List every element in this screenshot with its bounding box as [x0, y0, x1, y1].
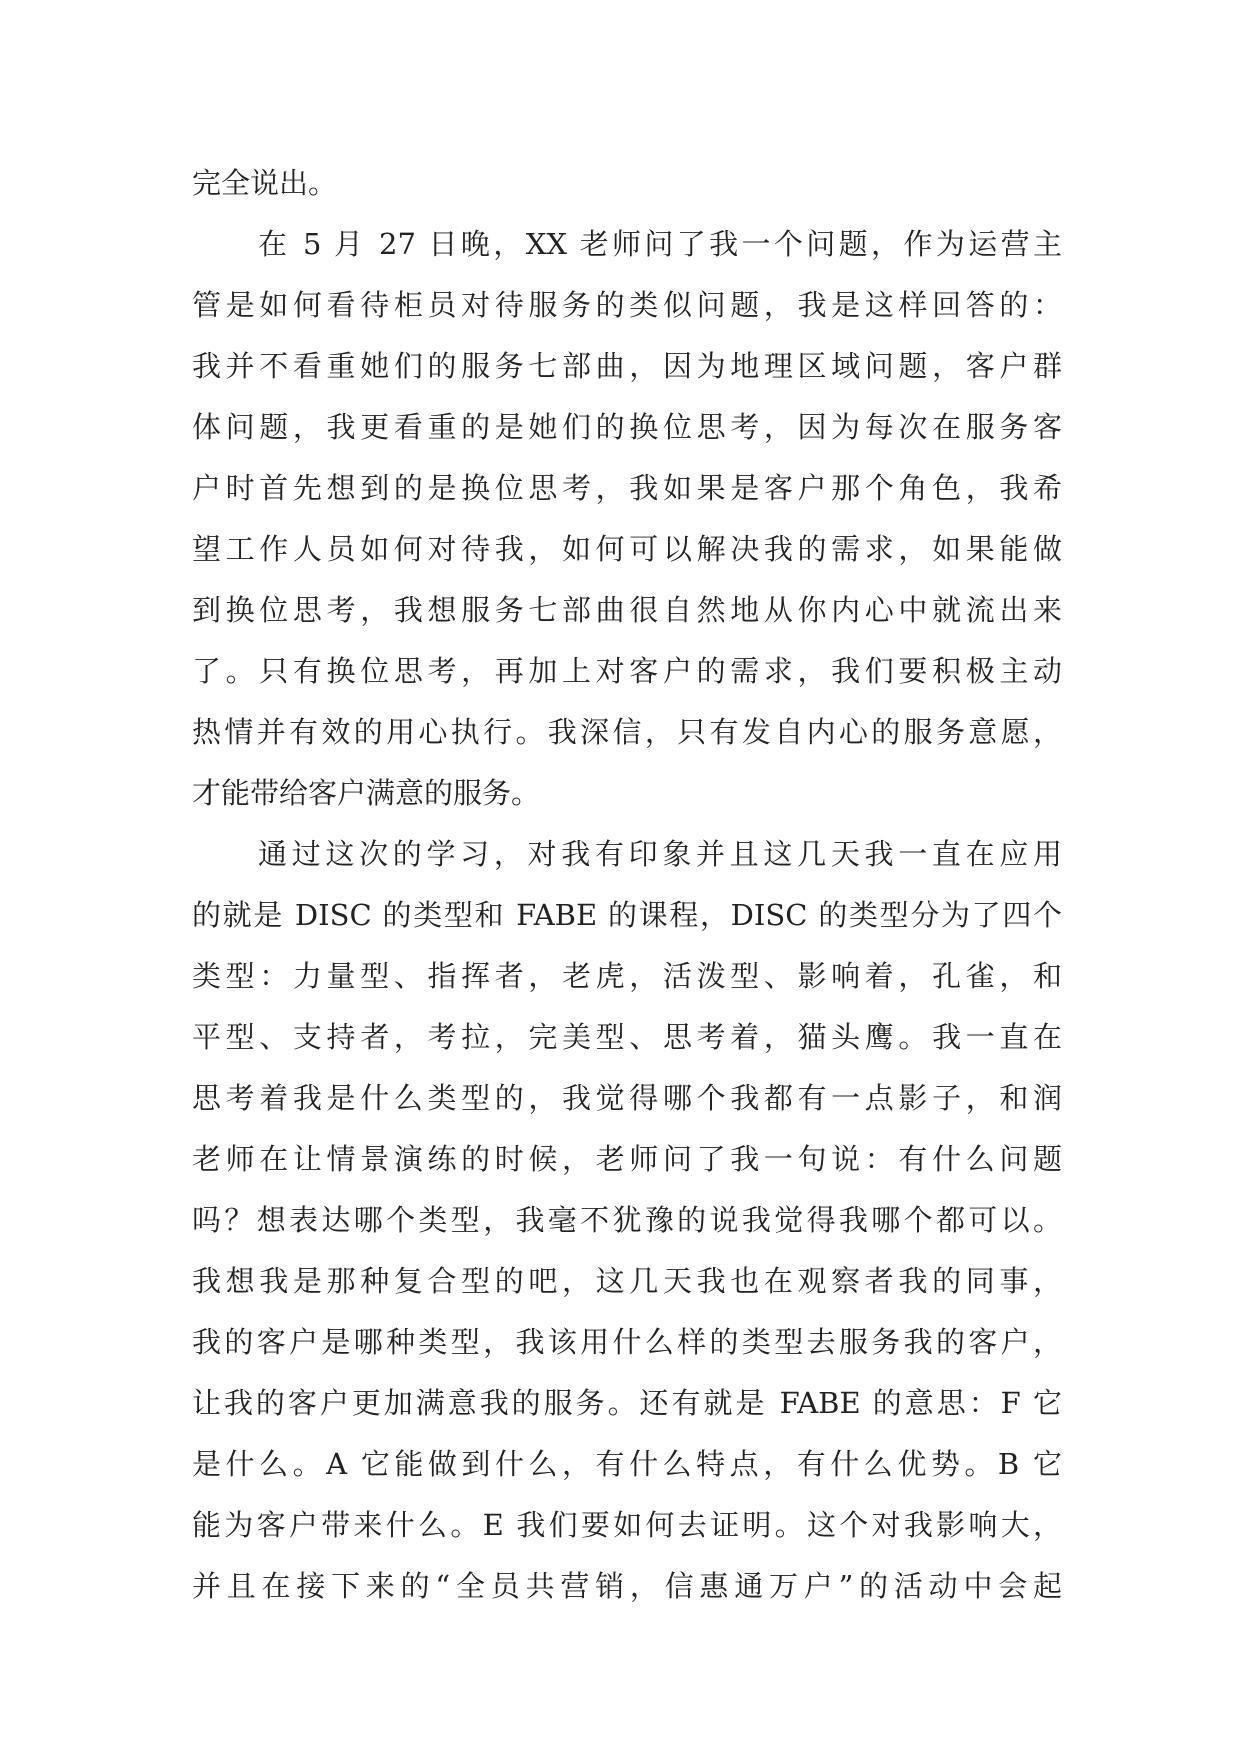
text-line: 完全说出。 — [192, 166, 338, 200]
text-line: 思考着我是什么类型的，我觉得哪个我都有一点影子，和润 — [192, 1081, 1062, 1115]
text-line: 管是如何看待柜员对待服务的类似问题，我是这样回答的： — [192, 288, 1062, 322]
text-line: 在 5 月 27 日晚，XX 老师问了我一个问题，作为运营主 — [258, 227, 1062, 261]
text-line: 吗？想表达哪个类型，我毫不犹豫的说我觉得我哪个都可以。 — [192, 1203, 1062, 1237]
text-line: 户时首先想到的是换位思考，我如果是客户那个角色，我希 — [192, 471, 1062, 505]
text-line: 热情并有效的用心执行。我深信，只有发自内心的服务意愿， — [192, 715, 1062, 749]
text-line: 我并不看重她们的服务七部曲，因为地理区域问题，客户群 — [192, 349, 1062, 383]
document-body — [192, 160, 1062, 1624]
text-line: 我想我是那种复合型的吧，这几天我也在观察者我的同事， — [192, 1264, 1062, 1298]
text-line: 让我的客户更加满意我的服务。还有就是 FABE 的意思：F 它 — [192, 1386, 1062, 1420]
text-line: 通过这次的学习，对我有印象并且这几天我一直在应用 — [258, 837, 1062, 871]
text-line: 了。只有换位思考，再加上对客户的需求，我们要积极主动 — [192, 654, 1062, 688]
text-line: 是什么。A 它能做到什么，有什么特点，有什么优势。B 它 — [192, 1447, 1062, 1481]
text-line: 类型：力量型、指挥者，老虎，活泼型、影响着，孔雀，和 — [192, 959, 1062, 993]
text-line: 才能带给客户满意的服务。 — [192, 776, 541, 810]
text-line: 的就是 DISC 的类型和 FABE 的课程，DISC 的类型分为了四个 — [192, 898, 1062, 932]
text-line: 到换位思考，我想服务七部曲很自然地从你内心中就流出来 — [192, 593, 1062, 627]
text-line: 并且在接下来的“全员共营销，信惠通万户”的活动中会起 — [192, 1569, 1062, 1603]
text-line: 平型、支持者，考拉，完美型、思考着，猫头鹰。我一直在 — [192, 1020, 1062, 1054]
text-line: 老师在让情景演练的时候，老师问了我一句说：有什么问题 — [192, 1142, 1062, 1176]
text-line: 我的客户是哪种类型，我该用什么样的类型去服务我的客户， — [192, 1325, 1062, 1359]
text-line: 体问题，我更看重的是她们的换位思考，因为每次在服务客 — [192, 410, 1062, 444]
text-line: 能为客户带来什么。E 我们要如何去证明。这个对我影响大， — [192, 1508, 1062, 1542]
text-line: 望工作人员如何对待我，如何可以解决我的需求，如果能做 — [192, 532, 1062, 566]
